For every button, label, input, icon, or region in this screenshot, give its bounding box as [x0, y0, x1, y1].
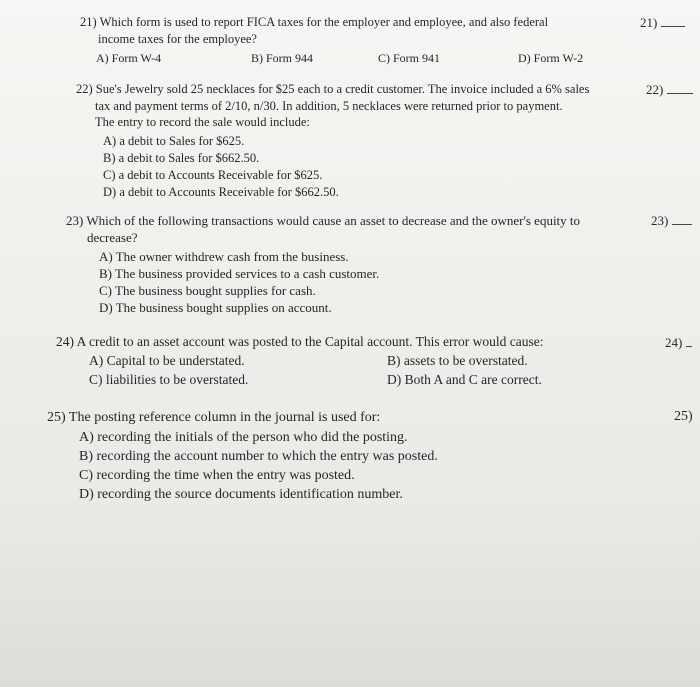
option-d: D) The business bought supplies on account.: [99, 300, 332, 315]
option-c: C) The business bought supplies for cash.: [99, 283, 316, 298]
question-text-line: The posting reference column in the journal is used for:: [68, 410, 381, 425]
question-text-line: Which of the following transactions would cause an asset to decrease and the owner's equity to: [86, 213, 581, 228]
answer-blank-21: 21): [640, 15, 685, 31]
question-25: [47, 410, 380, 427]
question-22: [76, 81, 589, 131]
option-c: C) a debit to Accounts Receivable for $625.: [103, 168, 323, 182]
question-24: [56, 334, 544, 351]
question-text-line: Sue's Jewelry sold 25 necklaces for $25 each to a credit customer. The invoice included a 6% sales: [95, 82, 590, 96]
question-number: 24): [56, 334, 74, 349]
question-21: [80, 14, 548, 47]
answer-blank-22: 22): [646, 82, 693, 98]
question-text-line: A credit to an asset account was posted to the Capital account. This error would cause:: [76, 334, 544, 349]
option-b: B) The business provided services to a cash customer.: [99, 266, 380, 281]
option-a: A) The owner withdrew cash from the business.: [99, 249, 349, 264]
question-text-line: tax and payment terms of 2/10, n/30. In addition, 5 necklaces were returned prior to payment.: [95, 98, 563, 113]
question-text-line: The entry to record the sale would include:: [95, 115, 310, 129]
option-d: D) recording the source documents identification number.: [79, 487, 403, 502]
answer-blank-24: 24): [665, 335, 692, 351]
question-number: 22): [76, 82, 93, 96]
option-c: C) liabilities to be overstated.: [89, 372, 249, 387]
option-b: B) Form 944: [251, 51, 314, 65]
option-b: B) recording the account number to which the entry was posted.: [79, 449, 438, 464]
option-b: B) a debit to Sales for $662.50.: [103, 151, 260, 165]
option-d: D) Both A and C are correct.: [387, 372, 542, 387]
option-a: A) a debit to Sales for $625.: [103, 134, 245, 148]
answer-blank-25: 25): [674, 409, 693, 424]
option-c: C) Form 941: [378, 51, 441, 65]
question-number: 23): [66, 213, 84, 228]
question-23: [66, 213, 580, 246]
answer-blank-23: 23): [651, 213, 692, 229]
question-text-line: decrease?: [87, 229, 138, 245]
option-a: A) Capital to be understated.: [89, 353, 245, 368]
option-b: B) assets to be overstated.: [387, 353, 528, 368]
option-d: D) Form W-2: [518, 51, 584, 65]
question-number: 25): [47, 410, 66, 425]
option-a: A) Form W-4: [96, 51, 162, 65]
option-d: D) a debit to Accounts Receivable for $662.50.: [103, 185, 339, 199]
question-text-line: income taxes for the employee?: [98, 31, 257, 46]
question-number: 21): [80, 15, 97, 29]
option-c: C) recording the time when the entry was posted.: [79, 468, 355, 483]
option-a: A) recording the initials of the person who did the posting.: [79, 430, 408, 445]
question-text-line: Which form is used to report FICA taxes for the employer and employee, and also federal: [99, 15, 549, 29]
